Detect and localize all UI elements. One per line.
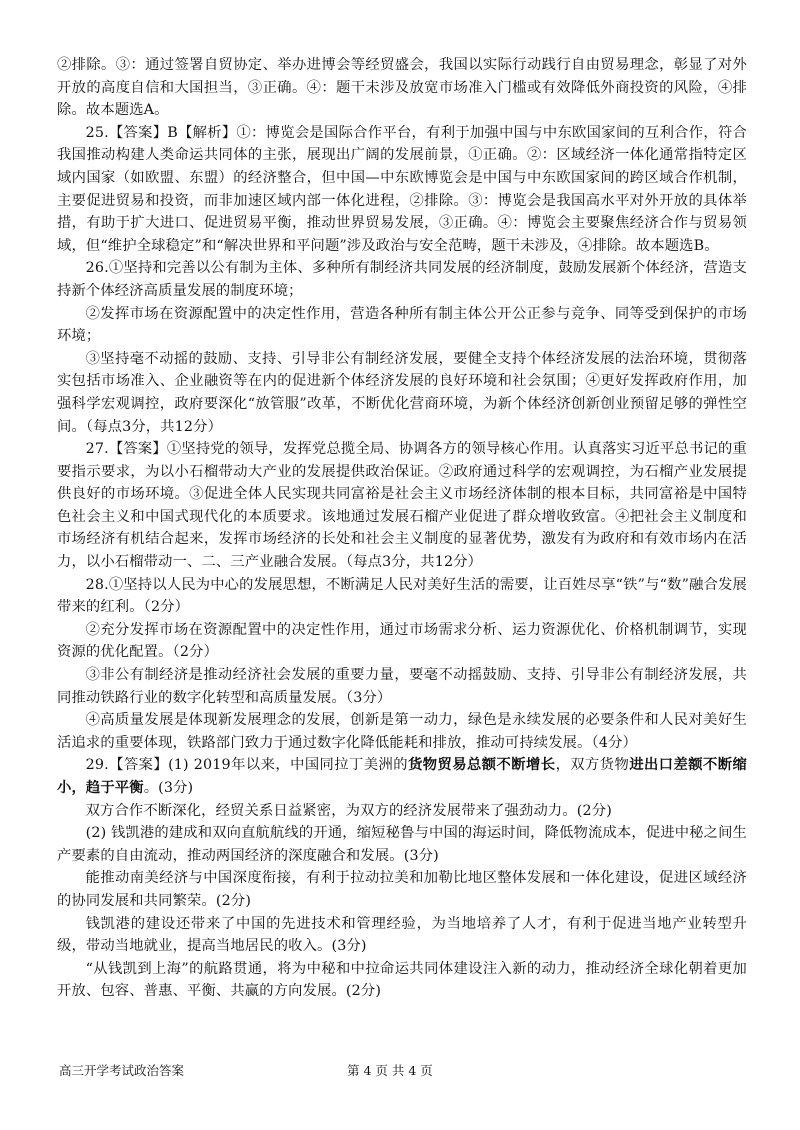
q29-text-e: 。(3分) [143,780,194,796]
paragraph-q29-route: “从钱凯到上海”的航路贯通，将为中秘和中拉命运共同体建设注入新的动力，推动经济全球化朝着更加开放、包容、普惠、平衡、共赢的方向发展。(2分) [57,960,747,1000]
paragraph-q29-regional: 能推动南美经济与中国深度衔接，有利于拉动拉美和加勒比地区整体发展和一体化建设，促进区域经济的协同发展和共同繁荣。(2分) [57,870,747,909]
paragraph-q26-point2: ②发挥市场在资源配置中的决定性作用，营造各种所有制主体公开公正参与竞争、同等受到保护的市场环境； [57,305,747,345]
paragraph-q25: 25.【答案】B【解析】①：博览会是国际合作平台，有利于加强中国与中东欧国家间的互利合作，符合我国推动构建人类命运共同体的主张，展现出广阔的发展前景，①正确。②：区域经济一体化通常指特定区域内国家（如欧盟、东盟）的经济整合，但中国—中东欧博览会是中国与中东欧国家间的跨区域合作机制，主要促进贸易和投资，而非加速区域内部一体化进程，②排除。③：博览会是我国高水平对外开放的具体举措，有助于扩大进口、促进贸易平衡，推动世界贸易发展，③正确。④：博览会主要聚焦经济合作与贸易领域，但“维护全球稳定”和“解决世界和平问题”涉及政治与安全范畴，题干未涉及，④排除。故本题选B。 [57,124,747,254]
paragraph-q26-point3-4: ③坚持毫不动摇的鼓励、支持、引导非公有制经济发展，要健全支持个体经济发展的法治环境，贯彻落实包括市场准入、企业融资等在内的促进新个体经济发展的良好环境和社会氛围；④更好发挥政府作用，加强科学宏观调控，政府要深化“放管服”改革，不断优化营商环境，为新个体经济创新创业预留足够的弹性空间。（每点3分，共12分） [57,350,747,435]
paragraph-q26-point1: 26.①坚持和完善以公有制为主体、多种所有制经济共同发展的经济制度，鼓励发展新个体经济，营造支持新个体经济高质量发展的制度环境； [57,260,747,299]
q29-bold-trade-total: 货物贸易总额不断增长 [408,757,556,774]
q29-bold-balance: 进出口差额不断缩小，趋于平衡 [57,757,748,796]
q29-text-a: 29.【答案】(1) 2019年以来，中国同拉丁美洲的 [85,757,409,774]
paragraph-q27: 27.【答案】①坚持党的领导，发挥党总揽全局、协调各方的领导核心作用。认真落实习近平总书记的重要指示要求，为以小石榴带动大产业的发展提供政治保证。②政府通过科学的宏观调控，为石榴产业发展提供良好的市场环境。③促进全体人民实现共同富裕是社会主义市场经济体制的根本目标，共同富裕是中国特色社会主义和中国式现代化的本质要求。该地通过发展石榴产业促进了群众增收致富。④把社会主义制度和市场经济有机结合起来，发挥市场经济的长处和社会主义制度的显著优势，激发有为政府和有效市场内在活力，以小石榴带动一、二、三产业融合发展。（每点3分，共12分） [57,441,747,571]
paragraph-q28-point4: ④高质量发展是体现新发展理念的发展，创新是第一动力，绿色是永续发展的必要条件和人民对美好生活追求的重要体现，铁路部门致力于通过数字化降低能耗和排放，推动可持续发展。（4分） [57,712,747,751]
paragraph-q29-part1 [57,754,747,799]
q29-text-c: ，双方货物 [555,757,630,774]
paragraph-q29-part2: (2) 钱凯港的建成和双向直航航线的开通，缩短秘鲁与中国的海运时间，降低物流成本，促进中秘之间生产要素的自由流动，推动两国经济的深度融合和发展。(3分) [57,825,747,864]
footer-document-title: 高三开学考试政治答案 [59,1063,185,1078]
paragraph-q28-point3: ③非公有制经济是推动经济社会发展的重要力量，要毫不动摇鼓励、支持、引导非公有制经济发展，共同推动铁路行业的数字化转型和高质量发展。（3分） [57,667,747,706]
paragraph-q28-point1: 28.①坚持以人民为中心的发展思想，不断满足人民对美好生活的需要，让百姓尽享“铁”与“数”融合发展带来的红利。（2分） [57,576,747,616]
paragraph-q28-point2: ②充分发挥市场在资源配置中的决定性作用，通过市场需求分析、运力资源优化、价格机制调节，实现资源的优化配置。（2分） [57,621,747,661]
answer-document [57,54,747,1003]
paragraph-q29-technology: 钱凯港的建设还带来了中国的先进技术和管理经验，为当地培养了人才，有利于促进当地产业转型升级，带动当地就业，提高当地居民的收入。(3分) [57,915,747,955]
paragraph-q29-cooperation: 双方合作不断深化，经贸关系日益紧密，为双方的经济发展带来了强劲动力。(2分) [85,802,612,819]
paragraph-q24-end: ②排除。③：通过签署自贸协定、举办进博会等经贸盛会，我国以实际行动践行自由贸易理念，彰显了对外开放的高度自信和大国担当，③正确。④：题干未涉及放宽市场准入门槛或有效降低外商投资的风险，④排除。故本题选A。 [57,57,747,119]
footer-page-number: 第 4 页 共 4 页 [347,1063,433,1078]
